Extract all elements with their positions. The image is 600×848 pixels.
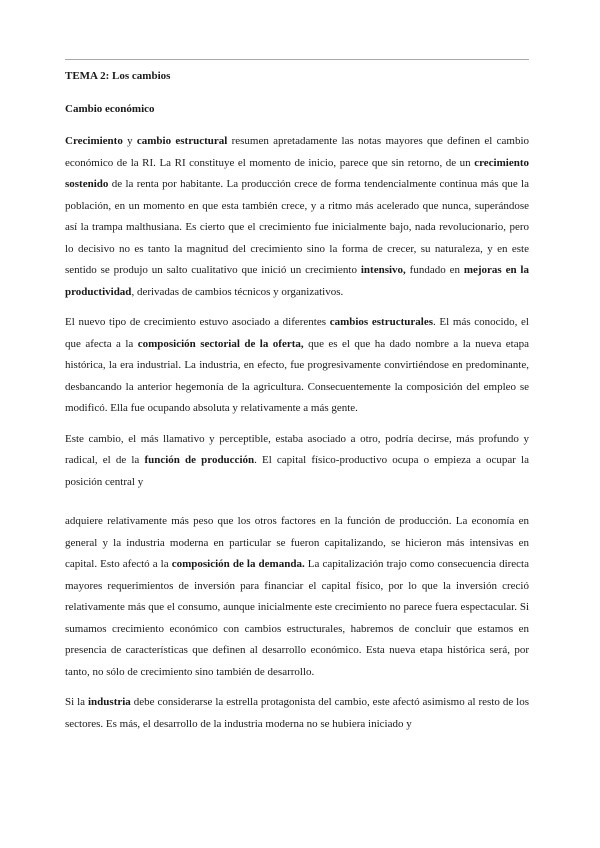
text-run: fundado en — [405, 264, 464, 276]
text-run: resumen apretadamente las notas mayores que definen el cambio económico de la RI. La RI constituye el momento de inicio, parece que sin retorno, de un — [65, 135, 530, 169]
text-run: , derivadas de cambios técnicos y organizativos. — [131, 285, 344, 298]
text-run: Este cambio, el más llamativo y perceptible, estaba asociado a otro, podría decirse, más profundo y radical, el de la — [65, 432, 529, 466]
bold-term: cambios estructurales — [329, 316, 433, 328]
text-run: adquiere relativamente más peso que los otros factores en la función de producción. La economía en general y la industria moderna en particular se fueron capitalizando, se hicieron más intensivas en capital. Esto afectó a la — [65, 515, 529, 570]
text-run: . El capital físico-productivo ocupa o empieza a ocupar la posición central y — [65, 454, 529, 488]
paragraph — [65, 692, 529, 735]
bold-term: composición de la demanda. — [171, 558, 305, 570]
bold-term: intensivo, — [360, 264, 406, 276]
text-run: . El más conocido, el que afecta a la — [65, 316, 529, 350]
paragraph — [65, 429, 529, 494]
text-run: Si la — [65, 696, 88, 708]
text-run: El nuevo tipo de crecimiento estuvo asociado a diferentes — [65, 316, 330, 328]
paragraph — [65, 511, 529, 683]
text-run: La capitalización trajo como consecuencia directa mayores requerimientos de inversión para financiar el capital físico, por lo que la inversión creció relativamente más que el consumo, aunque inicialmente este crecimiento no parece fuera espectacular. Si sumamos crecimiento económico con cambios estructurales, habremos de concluir que estamos en presencia de características que definen al desarrollo económico. Esta nueva etapa histórica será, por tanto, no sólo de crecimiento sino también de desarrollo. — [65, 558, 529, 678]
text-run: y — [122, 135, 137, 147]
text-run: que es el que ha dado nombre a la nueva etapa histórica, la era industrial. La industria, en efecto, fue progresivamente convirtiéndose en predominante, desbancando la anterior hegemonía de la agricultura. Consecuentemente la composición del empleo se modificó. Ella fue ocupando absoluta y relativamente a más gente. — [65, 337, 530, 414]
bold-term: mejoras en la productividad — [65, 264, 529, 298]
paragraph — [65, 131, 529, 303]
header-rule — [65, 59, 529, 60]
text-run: debe considerarse la estrella protagonista del cambio, este afectó asimismo al resto de los sectores. Es más, el desarrollo de la industria moderna no se hubiera iniciado y — [65, 696, 529, 730]
document-title: TEMA 2: Los cambios — [65, 70, 171, 82]
section-heading: Cambio económico — [65, 102, 155, 115]
bold-term: cambio estructural — [136, 135, 228, 147]
bold-term: industria — [88, 696, 131, 708]
bold-term: crecimiento sostenido — [65, 156, 529, 190]
bold-term: composición sectorial de la oferta, — [137, 337, 304, 350]
text-run: de la renta por habitante. La producción crece de forma tendencialmente continua más que la población, en un momento en que esta también crece, y a ritmo más acelerado que nunca, superándose así la trampa malthusiana. Es cierto que el crecimiento fue inicialmente bajo, nada revolucionario, pero lo decisivo no es tanto la magnitud del crecimiento sino la forma de crecer, su naturaleza, y en este sentido se produjo un salto cualitativo que inició un crecimiento — [65, 178, 529, 276]
bold-term: función de producción — [144, 454, 255, 466]
document-body — [65, 66, 529, 744]
paragraph — [65, 312, 529, 420]
bold-term: Crecimiento — [65, 135, 123, 147]
